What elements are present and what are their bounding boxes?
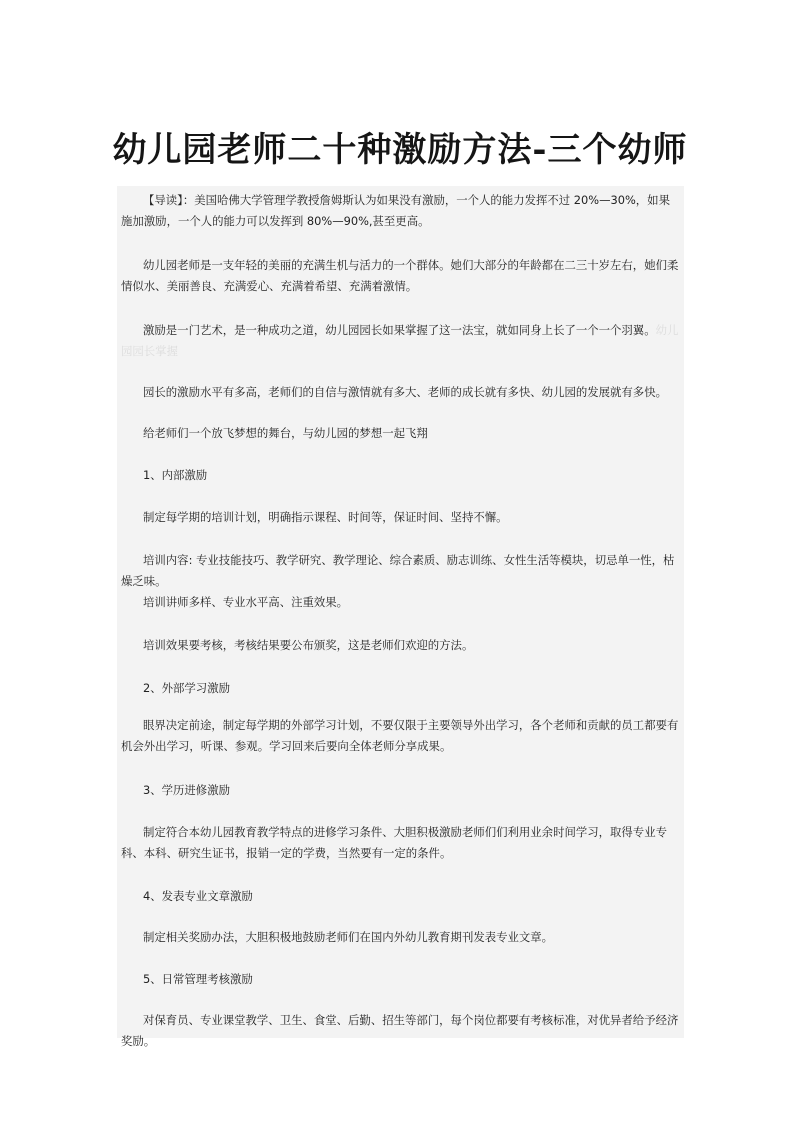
article-body [117, 186, 684, 1048]
paragraph: 培训内容: 专业技能技巧、教学研究、教学理论、综合素质、励志训练、女性生活等模块，切忌单一性，枯燥乏味。 [121, 553, 675, 588]
section-heading: 5、日常管理考核激励 [143, 972, 253, 986]
paragraph: 培训效果要考核，考核结果要公布颁奖，这是老师们欢迎的方法。 [143, 638, 474, 652]
paragraph: 园长的激励水平有多高，老师们的自信与激情就有多大、老师的成长就有多快、幼儿园的发展就有多快。 [143, 385, 667, 399]
paragraph: 对保育员、专业课堂教学、卫生、食堂、后勤、招生等部门，每个岗位都要有考核标准，对优异者给予经济奖励。 [121, 1013, 679, 1048]
paragraph-text: 激励是一门艺术，是一种成功之道，幼儿园园长如果掌握了这一法宝，就如同身上长了一个一个羽翼。 [143, 323, 656, 337]
intro-paragraph: 【导读】：美国哈佛大学管理学教授詹姆斯认为如果没有激励，一个人的能力发挥不过 20%—30%，如果施加激励，一个人的能力可以发挥到 80%—90%,甚至更高。 [121, 193, 670, 228]
paragraph [121, 320, 681, 362]
section-heading: 2、外部学习激励 [143, 681, 230, 695]
paragraph: 制定符合本幼儿园教育教学特点的进修学习条件、大胆积极激励老师们们利用业余时间学习，取得专业专科、本科、研究生证书，报销一定的学费，当然要有一定的条件。 [121, 825, 667, 860]
section-heading: 3、学历进修激励 [143, 783, 230, 797]
paragraph: 眼界决定前途，制定每学期的外部学习计划，不要仅限于主要领导外出学习，各个老师和贡献的员工都要有机会外出学习，听课、参观。学习回来后要向全体老师分享成果。 [121, 718, 679, 753]
section-heading: 1、内部激励 [143, 468, 208, 482]
paragraph: 给老师们一个放飞梦想的舞台，与幼儿园的梦想一起飞翔 [143, 426, 428, 440]
paragraph: 培训讲师多样、专业水平高、注重效果。 [143, 595, 349, 609]
paragraph: 制定相关奖励办法，大胆积极地鼓励老师们在国内外幼儿教育期刊发表专业文章。 [143, 930, 554, 944]
paragraph: 幼儿园老师是一支年轻的美丽的充满生机与活力的一个群体。她们大部分的年龄都在二三十岁左右，她们柔情似水、美丽善良、充满爱心、充满着希望、充满着激情。 [121, 258, 679, 293]
faint-watermark-text: 幼儿园园长掌握 [121, 323, 679, 358]
paragraph: 制定每学期的培训计划，明确指示课程、时间等，保证时间、坚持不懈。 [143, 510, 508, 524]
section-heading: 4、发表专业文章激励 [143, 889, 253, 903]
document-title: 幼儿园老师二十种激励方法-三个幼师 [112, 130, 688, 170]
